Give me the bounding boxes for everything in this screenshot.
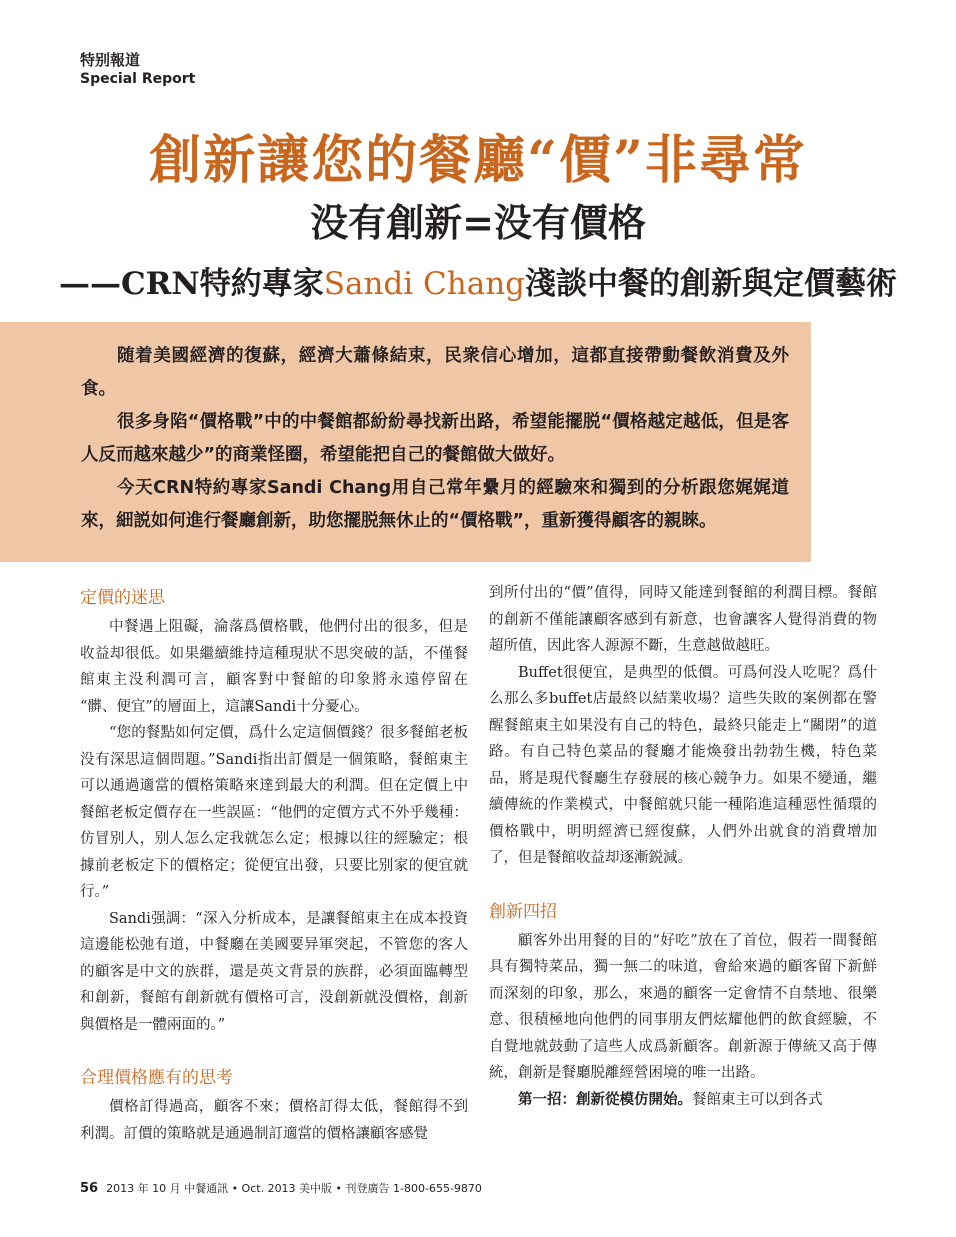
- body-paragraph: Sandi强調：“深入分析成本，是讓餐館東主在成本投資這邊能松弛有道，中餐廳在美國要异軍突起，不管您的客人的顧客是中文的族群，還是英文背景的族群，必須面臨轉型和創新，餐館有創新就有價格可言，没創新就没價格，創新與價格是一體兩面的。”: [80, 910, 468, 1033]
- byline-prefix: ——CRN特約專家: [58, 266, 324, 302]
- article-subtitle: 没有創新=没有價格: [310, 200, 646, 245]
- byline-author: Sandi Chang: [323, 266, 526, 302]
- section-heading-pricing-myth: 定價的迷思: [80, 588, 165, 608]
- footer-text: 2013 年 10 月 中餐通訊 • Oct. 2013 美中版 • 刊登廣告 1-800-655-9870: [106, 1182, 482, 1195]
- section-heading-four-strategies: 創新四招: [489, 901, 557, 922]
- body-paragraph-strategy-one: [489, 1087, 877, 1114]
- body-paragraph: 中餐遇上阻礙，淪落爲價格戰，他們付出的很多，但是收益却很低。如果繼續維持這種現狀不思突破的話，不僅餐館東主没利潤可言，顧客對中餐館的印象將永遠停留在 “髒、便宜”的層面上，這讓Sandi十分憂心。: [80, 619, 468, 715]
- summary-paragraph: 随着美國經濟的復蘇，經濟大蕭條結束，民衆信心增加，這都直接帶動餐飲消費及外食。: [81, 346, 789, 399]
- body-paragraph: Buffet很便宜，是典型的低價。可爲何没人吃呢？爲什么那么多buffet店最終以結業收場？這些失敗的案例都在警醒餐館東主如果没有自己的特色，最終只能走上“關閉”的道路。有自己特色菜品的餐廳才能煥發出勃勃生機，特色菜品，將是現代餐廳生存發展的核心競争力。如果不變通，繼續傳統的作業模式，中餐館就只能一種陷進這種惡性循環的價格戰中，明明經濟已經復蘇，人們外出就食的消費增加了，但是餐館收益却逐漸鋭減。: [489, 664, 877, 866]
- summary-paragraph: 今天CRN特約專家Sandi Chang用自己常年纍月的經驗來和獨到的分析跟您娓娓道來，細説如何進行餐廳創新，助您擺脱無休止的“價格戰”，重新獲得顧客的親睞。: [81, 478, 789, 531]
- body-paragraph: “您的餐點如何定價，爲什么定這個價錢？很多餐館老板没有深思這個問題。”Sandi指出訂價是一個策略，餐館東主可以通過適當的價格策略來達到最大的利潤。但在定價上中餐館老板定價存在一些誤區：“他們的定價方式不外乎幾種：仿冒别人，别人怎么定我就怎么定；根據以往的經驗定；根據前老板定下的價格定；從便宜出發，只要比别家的便宜就行。”: [80, 725, 468, 900]
- summary-box: [0, 322, 811, 562]
- byline-suffix: 淺談中餐的創新與定價藝術: [525, 266, 898, 302]
- strategy-one-lead: 第一招：創新從模仿開始。: [518, 1090, 692, 1108]
- section-tag: [80, 50, 195, 88]
- summary-paragraph: 很多身陷“價格戰”中的中餐館都紛紛尋找新出路，希望能擺脱“價格越定越低，但是客人反而越來越少”的商業怪圈，希望能把自己的餐館做大做好。: [81, 412, 789, 465]
- section-label-zh: 特别報道: [80, 51, 141, 69]
- left-column: [80, 580, 468, 1147]
- right-column: [489, 580, 877, 1113]
- body-paragraph-continued: 到所付出的“價”值得，同時又能達到餐館的利潤目標。餐館的創新不僅能讓顧客感到有新意，也會讓客人覺得消費的物超所值，因此客人源源不斷，生意越做越旺。: [489, 585, 877, 654]
- body-paragraph: 顧客外出用餐的目的“好吃”放在了首位，假若一間餐館具有獨特菜品，獨一無二的味道，會給來過的顧客留下新鮮而深刻的印象，那么，來過的顧客一定會情不自禁地、很樂意、很積極地向他們的同事朋友們炫耀他們的飲食經驗，不自覺地就鼓動了這些人成爲新顧客。創新源于傳統又高于傳統，創新是餐廳脱離經營困境的唯一出路。: [489, 932, 877, 1081]
- article-title: 創新讓您的餐廳“價”非尋常: [149, 130, 807, 191]
- page-footer: [80, 1180, 482, 1196]
- section-heading-reasonable-price: 合理價格應有的思考: [80, 1068, 233, 1088]
- body-paragraph: 價格訂得過高，顧客不來；價格訂得太低，餐館得不到利潤。訂價的策略就是通過制訂適當的價格讓顧客感覺: [80, 1099, 468, 1142]
- strategy-one-text: 餐館東主可以到各式: [692, 1091, 823, 1108]
- article-byline: [0, 262, 956, 306]
- page-number: 56: [80, 1181, 99, 1196]
- section-label-en: Special Report: [80, 71, 196, 87]
